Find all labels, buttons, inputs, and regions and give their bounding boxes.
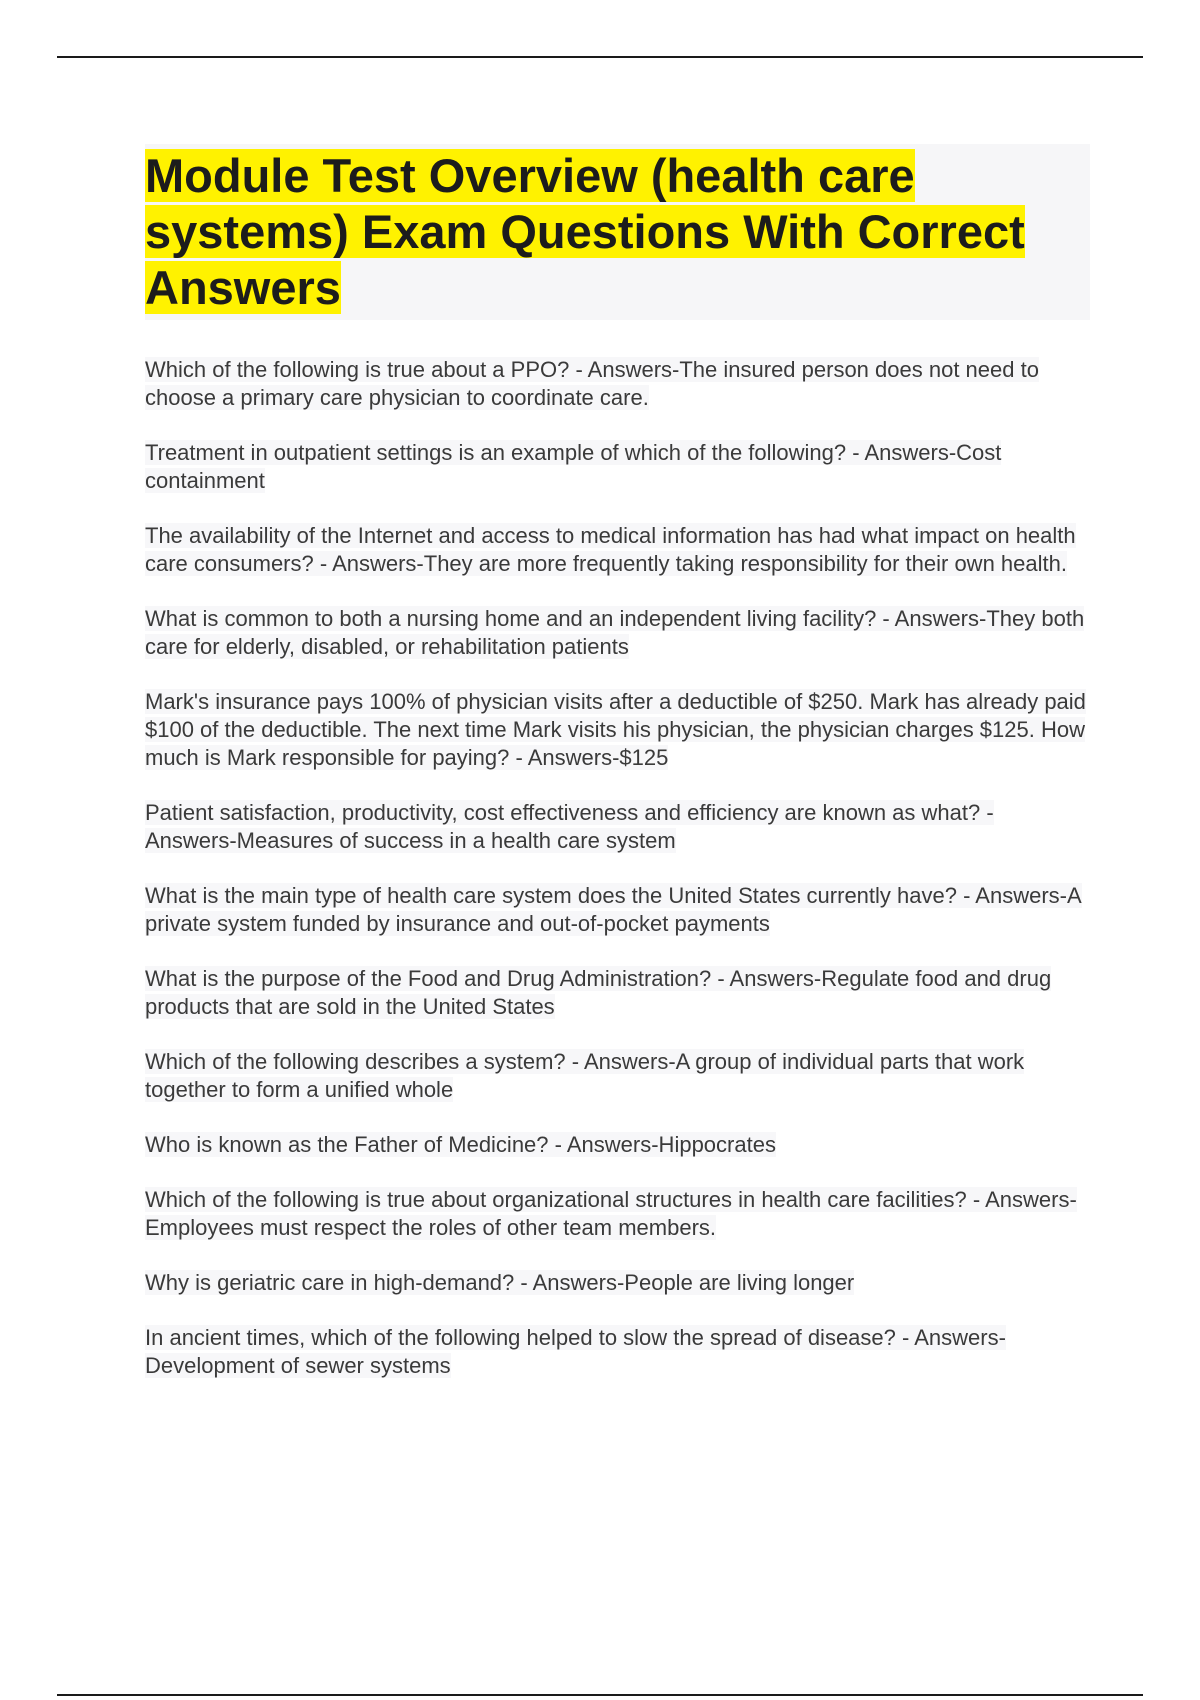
qa-text: What is common to both a nursing home and an independent living facility? - Answers-They both care for elderly, disabled, or rehabilitation patients [145, 606, 1085, 659]
title-block [145, 144, 1090, 320]
qa-item [145, 356, 1090, 412]
qa-item [145, 1269, 1090, 1297]
qa-text: Why is geriatric care in high-demand? - Answers-People are living longer [145, 1270, 855, 1295]
qa-item [145, 799, 1090, 855]
qa-text: In ancient times, which of the following helped to slow the spread of disease? - Answers-Development of sewer systems [145, 1325, 1006, 1378]
qa-item [145, 1186, 1090, 1242]
qa-item [145, 605, 1090, 661]
qa-text: Which of the following describes a system? - Answers-A group of individual parts that work together to form a unified whole [145, 1049, 1025, 1102]
qa-text: Which of the following is true about a PPO? - Answers-The insured person does not need to choose a primary care physician to coordinate care. [145, 357, 1039, 410]
qa-list [145, 356, 1090, 1380]
qa-item [145, 522, 1090, 578]
qa-text: Who is known as the Father of Medicine? - Answers-Hippocrates [145, 1132, 776, 1157]
qa-item [145, 1048, 1090, 1104]
qa-text: Patient satisfaction, productivity, cost effectiveness and efficiency are known as what? - Answers-Measures of success in a health care system [145, 800, 994, 853]
qa-text: Which of the following is true about organizational structures in health care facilities? - Answers-Employees must respect the roles of other team members. [145, 1187, 1077, 1240]
document-title-text: Module Test Overview (health care systems) Exam Questions With Correct Answers [145, 149, 1025, 314]
header-rule [57, 56, 1143, 58]
qa-text: What is the purpose of the Food and Drug Administration? - Answers-Regulate food and drug products that are sold in the United States [145, 966, 1052, 1019]
qa-text: Mark's insurance pays 100% of physician visits after a deductible of $250. Mark has already paid $100 of the deductible. The next time Mark visits his physician, the physician charges $125. How much is Mark responsible for paying? - Answers-$125 [145, 689, 1086, 770]
footer-rule [57, 1694, 1143, 1696]
qa-item [145, 965, 1090, 1021]
document-title [145, 148, 1090, 316]
qa-item [145, 688, 1090, 772]
document-body [145, 144, 1090, 1407]
qa-text: Treatment in outpatient settings is an example of which of the following? - Answers-Cost containment [145, 440, 1002, 493]
qa-item [145, 1131, 1090, 1159]
qa-text: What is the main type of health care system does the United States currently have? - Answers-A private system funded by insurance and out-of-pocket payments [145, 883, 1082, 936]
qa-text: The availability of the Internet and access to medical information has had what impact on health care consumers? - Answers-They are more frequently taking responsibility for their own health. [145, 523, 1076, 576]
qa-item [145, 1324, 1090, 1380]
qa-item [145, 882, 1090, 938]
qa-item [145, 439, 1090, 495]
